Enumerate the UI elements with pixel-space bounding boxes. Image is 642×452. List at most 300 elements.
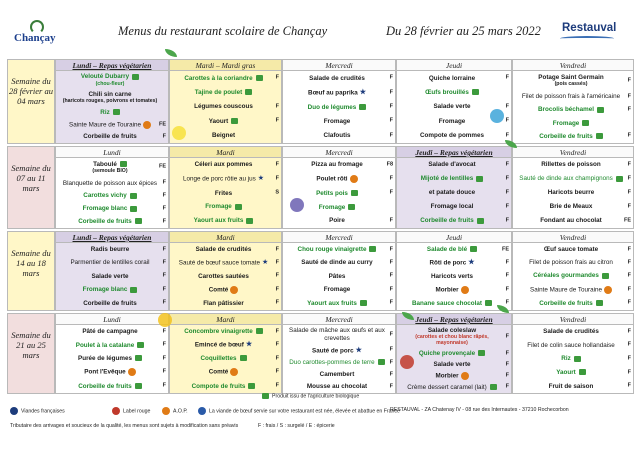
day-column <box>282 231 396 311</box>
dish-text: Fondant au chocolat <box>540 217 602 225</box>
bio-leaf-icon <box>597 107 604 113</box>
aop-icon <box>128 368 136 376</box>
menu-item <box>397 175 511 182</box>
day-heading: Lundi <box>56 147 168 158</box>
dish-name <box>316 175 357 183</box>
day-column <box>396 146 512 229</box>
day-heading: Jeudi – Repas végétarien <box>397 147 511 158</box>
french-beef-icon: ★ <box>257 175 265 183</box>
dish-text: Salade de blé <box>426 245 468 253</box>
menu-item <box>56 383 168 390</box>
bio-leaf-icon <box>262 393 269 399</box>
dish-name <box>195 341 252 348</box>
menu-item <box>283 300 395 307</box>
bio-leaf-icon <box>130 287 137 293</box>
dish-text: Yaourt aux fruits <box>307 299 357 307</box>
mascot-icon <box>490 109 504 123</box>
dish-detail: (haricots rouges, poivrons et tomates) <box>62 98 158 105</box>
supply-code: F <box>505 161 509 168</box>
dish-name <box>439 118 466 125</box>
menu-item <box>513 189 633 196</box>
supply-code: F <box>505 360 509 367</box>
menu-item <box>283 259 395 266</box>
bio-leaf-icon <box>472 89 479 95</box>
menu-item <box>170 118 281 125</box>
dish-text: Corbeille de fruits <box>420 217 474 225</box>
dish-detail: (chou-fleur) <box>95 80 125 87</box>
bio-leaf-icon <box>132 74 139 80</box>
dish-text: Parmentier de lentilles corail <box>70 259 150 267</box>
dish-name <box>84 368 135 376</box>
dish-text: Frites <box>214 189 233 197</box>
menu-item <box>513 175 633 182</box>
dish-text: Salade de crudités <box>195 245 252 253</box>
bio-leaf-icon <box>582 120 589 126</box>
dish-name <box>215 190 232 197</box>
dish-name <box>184 75 262 82</box>
bio-leaf-icon <box>245 89 252 95</box>
dish-name <box>93 161 127 168</box>
bio-leaf-icon <box>135 355 142 361</box>
dish-name <box>195 89 252 96</box>
menu-item <box>56 286 168 293</box>
dish-name <box>82 328 137 335</box>
dish-text: Comté <box>208 369 229 377</box>
supply-code: F8 <box>386 161 393 168</box>
supply-code: F <box>627 259 631 266</box>
supply-code: F <box>627 175 631 182</box>
menu-items <box>283 325 395 393</box>
menu-items <box>283 158 395 228</box>
bio-leaf-icon <box>256 328 263 334</box>
menu-item <box>56 355 168 362</box>
dish-text: Légumes couscous <box>194 103 253 111</box>
supply-code: F <box>505 175 509 182</box>
dish-text: Carottes à la coriandre <box>184 74 253 82</box>
dish-name <box>183 175 264 182</box>
menu-item <box>513 342 633 349</box>
menu-item <box>283 132 395 139</box>
dish-text: Salade de crudités <box>543 328 599 336</box>
dish-name <box>309 75 365 82</box>
dish-text: Comté <box>208 286 229 294</box>
day-column <box>169 313 282 394</box>
brand-swoosh-icon <box>560 36 614 41</box>
menu-item <box>397 361 511 368</box>
mascot-icon <box>290 198 304 212</box>
dish-name <box>307 383 367 390</box>
dish-text: Concombre vinaigrette <box>184 328 253 336</box>
dish-name <box>407 384 496 391</box>
dish-name <box>212 132 235 139</box>
dish-text: Sauté de bœuf sauce tomate <box>178 259 260 267</box>
menu-item <box>513 300 633 307</box>
supply-code: F <box>505 103 509 110</box>
aop-icon <box>461 286 469 294</box>
menu-item <box>513 272 633 279</box>
week-label: Semaine du 14 au 18 mars <box>7 231 55 311</box>
supply-code: F <box>389 117 393 124</box>
menu-item <box>513 203 633 210</box>
dish-name <box>312 347 362 354</box>
dish-text: Sauté de dinde aux champignons <box>519 175 613 183</box>
bio-leaf-icon <box>135 383 142 389</box>
menu-item <box>397 75 511 82</box>
dish-text: Salade verte <box>433 360 471 368</box>
supply-code: FE <box>623 217 631 224</box>
day-column <box>55 313 169 394</box>
dish-name <box>324 132 351 139</box>
dish-text: Fromage blanc <box>82 286 128 294</box>
week-block <box>7 231 634 311</box>
dish-text: Pâté de campagne <box>82 328 138 336</box>
supply-code: F <box>389 359 393 366</box>
footer-codes: F : frais / S : surgelé / E : épicerie <box>258 423 335 429</box>
dish-text: Corbeille de fruits <box>83 299 137 307</box>
legend-aop: A.O.P. <box>162 407 188 415</box>
dish-name <box>433 103 470 110</box>
dish-text: Corbeille de fruits <box>78 217 132 225</box>
day-heading: Mardi – Mardi gras <box>170 60 281 71</box>
supply-code: F <box>627 272 631 279</box>
menu-item <box>56 328 168 335</box>
dish-text: Salade de mâche aux œufs et aux crevettes <box>289 327 385 342</box>
bio-leaf-icon <box>246 218 253 224</box>
menu-item <box>170 175 281 182</box>
menu-item <box>397 203 511 210</box>
dish-name <box>196 246 252 253</box>
dish-name <box>316 190 358 197</box>
supply-code: F <box>275 259 279 266</box>
dish-text: Fromage blanc <box>82 205 128 213</box>
dish-name <box>195 161 253 168</box>
dish-name <box>421 175 483 182</box>
dish-text: Riz <box>100 108 110 116</box>
bio-leaf-icon <box>477 218 484 224</box>
menu-items <box>56 158 168 228</box>
dish-name <box>209 368 239 376</box>
menu-item <box>56 246 168 253</box>
day-heading: Mardi <box>170 147 281 158</box>
dish-text: Mijoté de lentilles <box>420 175 474 183</box>
french-beef-icon: ★ <box>468 259 475 267</box>
supply-code: F <box>275 117 279 124</box>
dish-name <box>320 371 355 378</box>
aop-icon <box>604 286 612 294</box>
aop-icon <box>230 286 238 294</box>
menu-item <box>397 327 511 346</box>
dish-text: Salade de crudités <box>309 74 365 82</box>
supply-code: F <box>389 286 393 293</box>
dish-name <box>324 286 351 293</box>
menu-item <box>283 161 395 168</box>
dish-text: Brie de Meaux <box>549 203 593 211</box>
bio-leaf-icon <box>351 190 358 196</box>
dish-text: Fromage <box>438 117 466 125</box>
supply-code: F <box>275 328 279 335</box>
dish-name <box>561 355 580 362</box>
aop-icon <box>230 368 238 376</box>
bio-leaf-icon <box>476 176 483 182</box>
supply-code: F <box>389 89 393 96</box>
supply-code: F <box>275 175 279 182</box>
supply-code: F <box>627 93 631 100</box>
menu-item <box>283 383 395 390</box>
bio-leaf-icon <box>130 193 137 199</box>
dish-name <box>301 259 372 266</box>
dish-text: Pâtes <box>328 272 346 280</box>
dish-text: Salade coleslaw <box>427 326 477 334</box>
supply-code: F <box>275 355 279 362</box>
dish-text: Carottes sautées <box>198 272 249 280</box>
dish-text: Sauté de porc <box>312 347 354 355</box>
restauval-logo: Restauval <box>562 22 617 34</box>
bio-leaf-icon <box>137 342 144 348</box>
supply-code: F <box>275 341 279 348</box>
dish-name <box>203 300 244 307</box>
menu-item <box>56 259 168 266</box>
dish-name <box>435 372 468 380</box>
week-label: Semaine du 21 au 25 mars <box>7 313 55 394</box>
dish-name <box>435 286 468 294</box>
dish-text: Beignet <box>211 132 236 140</box>
supply-code: F <box>389 371 393 378</box>
mascot-icon <box>172 126 186 140</box>
menu-item <box>513 217 633 224</box>
dish-text: Céleri aux pommes <box>194 161 253 169</box>
dish-name <box>319 204 356 211</box>
menu-item <box>283 75 395 82</box>
dish-text: Yaourt <box>208 117 229 125</box>
aop-icon <box>350 175 358 183</box>
dish-text: Blanquette de poisson aux épices <box>62 179 158 187</box>
mascot-icon <box>158 313 172 327</box>
menu-item <box>56 218 168 225</box>
dish-text: Velouté Dubarry <box>80 73 130 81</box>
page-header <box>0 0 642 52</box>
supply-code: F <box>162 205 166 212</box>
supply-code: F <box>505 259 509 266</box>
dish-text: Quiche lorraine <box>428 74 476 82</box>
dish-name <box>63 180 157 187</box>
dish-name <box>527 342 615 349</box>
menu-items <box>170 243 281 310</box>
supply-code: F <box>275 382 279 389</box>
menu-item <box>56 300 168 307</box>
menu-item <box>397 384 511 391</box>
dish-name <box>91 246 130 253</box>
menu-item <box>283 104 395 111</box>
menu-items <box>170 71 281 143</box>
dish-text: Œuf sauce tomate <box>543 246 599 254</box>
menu-item <box>513 133 633 140</box>
supply-code: F <box>505 349 509 356</box>
supply-code: F <box>275 74 279 81</box>
dish-name <box>78 218 142 225</box>
week-label: Semaine du 28 février au 04 mars <box>7 59 55 144</box>
dish-text: Longe de porc rôtie au jus <box>182 175 256 183</box>
dish-name <box>209 286 239 294</box>
day-heading: Lundi – Repas végétarien <box>56 232 168 243</box>
day-column <box>169 231 282 311</box>
menu-item <box>56 342 168 349</box>
dish-text: et patate douce <box>428 189 476 197</box>
menu-item <box>397 217 511 224</box>
supply-code: F <box>162 217 166 224</box>
supply-code: F <box>627 132 631 139</box>
dish-name <box>431 273 473 280</box>
dish-text: Sainte Maure de Touraine <box>69 121 141 129</box>
supply-code: F <box>505 217 509 224</box>
menu-item <box>170 341 281 348</box>
bio-leaf-icon <box>470 246 477 252</box>
town-logo <box>14 22 62 46</box>
menu-item <box>170 203 281 210</box>
dish-text: Corbeille de fruits <box>539 299 593 307</box>
day-column <box>55 231 169 311</box>
supply-code: F <box>389 217 393 224</box>
dish-name <box>543 328 599 335</box>
day-heading: Mercredi <box>283 147 395 158</box>
menu-item <box>397 89 511 96</box>
menu-items <box>56 243 168 310</box>
dish-text: Riz <box>561 355 571 363</box>
supply-code: F <box>389 272 393 279</box>
menu-items <box>513 325 633 393</box>
dish-text: Flan pâtissier <box>203 299 244 307</box>
bio-leaf-icon <box>120 161 127 167</box>
dish-name <box>429 259 474 266</box>
dish-text: Sainte Maure de Touraine <box>530 286 602 294</box>
dish-name <box>329 273 346 280</box>
dish-name <box>78 383 142 390</box>
dish-text: Pizza au fromage <box>311 161 363 169</box>
bio-leaf-icon <box>231 118 238 124</box>
day-heading: Mercredi <box>283 60 395 71</box>
day-column <box>282 59 396 144</box>
supply-code: F <box>162 299 166 306</box>
menu-dates: Du 28 février au 25 mars 2022 <box>386 24 541 38</box>
supply-code: F <box>505 286 509 293</box>
supply-code: F <box>162 382 166 389</box>
dish-text: Salade d'avocat <box>428 161 476 169</box>
supply-code: F <box>275 368 279 375</box>
supply-code: F <box>389 331 393 338</box>
menu-title: Menus du restaurant scolaire de Chançay <box>118 24 328 38</box>
dish-text: Compote de fruits <box>191 382 246 390</box>
day-heading: Mercredi <box>283 232 395 243</box>
supply-code: F <box>275 286 279 293</box>
french-beef-icon: ★ <box>359 88 366 96</box>
dish-name <box>209 118 239 125</box>
menu-items <box>513 158 633 228</box>
supply-code: F <box>389 246 393 253</box>
supply-code: F <box>627 299 631 306</box>
day-heading: Lundi <box>56 314 168 325</box>
supply-code: F <box>627 189 631 196</box>
supply-code: F <box>627 341 631 348</box>
dish-text: Poulet à la catalane <box>75 341 135 349</box>
week-block <box>7 146 634 229</box>
dish-text: Petits pois <box>316 189 348 197</box>
supply-code: F <box>505 372 509 379</box>
dish-name <box>289 359 384 366</box>
dish-text: Poulet rôti <box>316 175 348 183</box>
dish-name <box>428 327 476 334</box>
menu-item <box>513 369 633 376</box>
day-heading: Mardi <box>170 314 281 325</box>
dish-text: Radis beurre <box>90 246 130 254</box>
bio-leaf-icon <box>378 359 385 365</box>
menu-item <box>513 74 633 87</box>
menu-item <box>513 355 633 362</box>
supply-code: FE <box>158 163 166 170</box>
day-heading: Jeudi – Repas végétarien <box>397 314 511 325</box>
menu-item <box>170 217 281 224</box>
supply-code: F <box>162 286 166 293</box>
dish-name <box>83 286 138 293</box>
menu-item <box>513 259 633 266</box>
menu-item <box>56 73 168 86</box>
supply-code: F <box>389 132 393 139</box>
dish-text: Carottes vichy <box>83 192 127 200</box>
menu-item <box>397 132 511 139</box>
dish-name <box>553 120 590 127</box>
dish-name <box>427 246 477 253</box>
dish-name <box>308 89 366 96</box>
dish-name <box>311 161 362 168</box>
menu-item <box>283 246 395 253</box>
menu-item <box>170 328 281 335</box>
dish-text: Clafoutis <box>323 132 351 140</box>
supply-code: F <box>162 272 166 279</box>
dish-text: Morbier <box>435 286 459 294</box>
supply-code: F <box>627 203 631 210</box>
menu-item <box>170 355 281 362</box>
menu-item <box>170 103 281 110</box>
dish-name <box>556 369 586 376</box>
supply-code: F <box>162 192 166 199</box>
dish-name <box>429 75 475 82</box>
supply-code: F <box>389 346 393 353</box>
menu-items <box>513 243 633 310</box>
dish-name <box>83 205 138 212</box>
day-column <box>55 146 169 229</box>
bio-leaf-icon <box>248 383 255 389</box>
bio-leaf-icon <box>616 176 623 182</box>
menu-item <box>283 118 395 125</box>
supply-code: F <box>389 175 393 182</box>
mascot-icon <box>400 355 414 369</box>
supply-code: F <box>275 161 279 168</box>
menu-items <box>170 325 281 393</box>
dish-text: Corbeille de fruits <box>83 133 137 141</box>
menu-item <box>397 286 511 294</box>
menu-item <box>170 383 281 390</box>
menu-item <box>170 273 281 280</box>
dish-name <box>194 217 254 224</box>
dish-text: Brocolis béchamel <box>538 106 594 114</box>
supply-code: F <box>627 355 631 362</box>
dish-name <box>519 175 622 182</box>
dish-text: Bœuf au paprika <box>308 89 358 97</box>
dish-name <box>530 286 612 294</box>
menu-item <box>397 350 511 357</box>
page-footer <box>0 395 642 452</box>
dish-name <box>69 121 151 129</box>
menu-item <box>397 161 511 168</box>
bio-leaf-icon <box>135 218 142 224</box>
